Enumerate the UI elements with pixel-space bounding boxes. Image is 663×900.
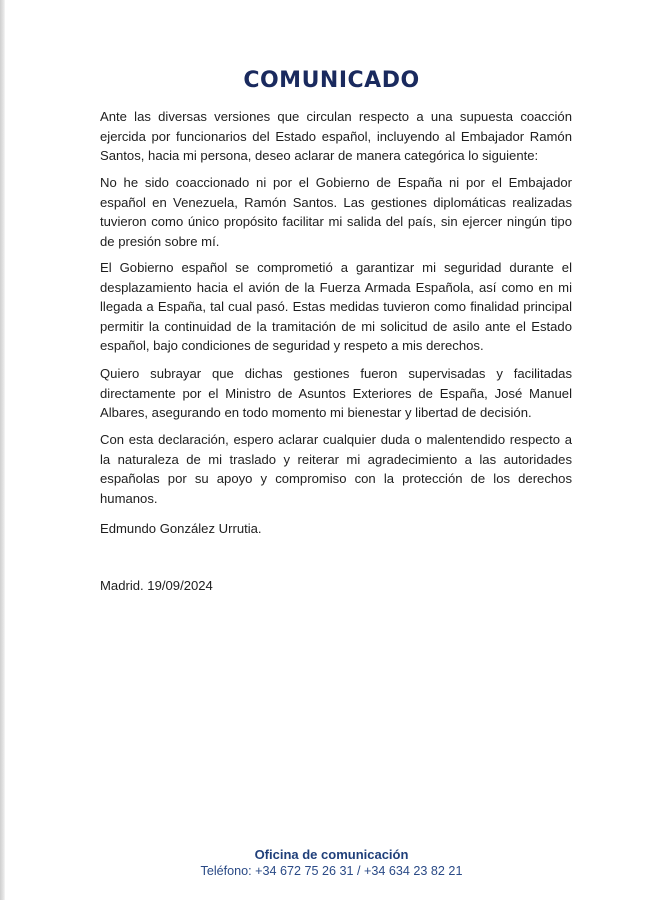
paragraph-security-guarantee: El Gobierno español se comprometió a garantizar mi seguridad durante el desplazamiento hacia el avión de la Fuerza Armada Española, así como en mi llegada a España, tal cual pasó. Estas medidas tuvieron como finalidad principal permitir la continuidad de la tramitación de mi solicitud de asilo ante el Estado español, bajo condiciones de seguridad y respeto a mis derechos. <box>100 260 572 354</box>
paragraph-closing: Con esta declaración, espero aclarar cualquier duda o malentendido respecto a la naturaleza de mi traslado y reiterar mi agradecimiento a las autoridades españolas por su apoyo y compromiso con la protección de los derechos humanos. <box>100 432 572 506</box>
paragraph-no-coercion: No he sido coaccionado ni por el Gobierno de España ni por el Embajador español en Venezuela, Ramón Santos. Las gestiones diplomáticas realizadas tuvieron como único propósito facilitar mi salida del país, sin ejercer ningún tipo de presión sobre mí. <box>100 175 572 249</box>
footer-contact <box>0 846 663 880</box>
footer-phone-numbers: Teléfono: +34 672 75 26 31 / +34 634 23 82 21 <box>200 864 463 878</box>
footer-office-name: Oficina de comunicación <box>254 847 409 862</box>
place-and-date: Madrid. 19/09/2024 <box>100 578 213 593</box>
paragraph-intro: Ante las diversas versiones que circulan respecto a una supuesta coacción ejercida por funcionarios del Estado español, incluyendo al Embajador Ramón Santos, hacia mi persona, deseo aclarar de manera categórica lo siguiente: <box>100 109 572 164</box>
signature-name: Edmundo González Urrutia. <box>100 521 262 536</box>
document-title: COMUNICADO <box>243 68 420 93</box>
paragraph-supervision: Quiero subrayar que dichas gestiones fueron supervisadas y facilitadas directamente por el Ministro de Asuntos Exteriores de España, José Manuel Albares, asegurando en todo momento mi bienestar y libertad de decisión. <box>100 366 572 421</box>
